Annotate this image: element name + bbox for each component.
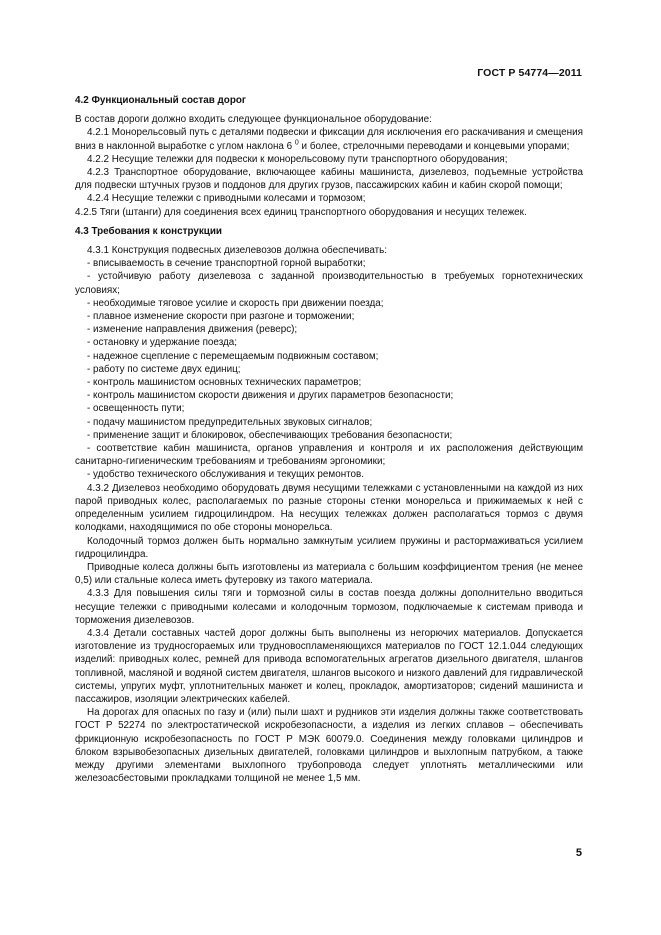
list-item: - устойчивую работу дизелевоза с заданной производительностью в требуемых горнотехнических условиях; [75, 271, 583, 296]
list-item: - освещенность пути; [87, 403, 185, 415]
document-id: ГОСТ Р 54774—2011 [477, 67, 582, 79]
paragraph-text: В состав дороги должно входить следующее функциональное оборудование: [75, 114, 432, 126]
list-item: - остановку и удержание поезда; [87, 337, 238, 349]
paragraph-4-3-3: 4.3.3 Для повышения силы тяги и тормозной силы в состав поезда должны дополнительно вводиться несущие тележки с приводными колесами и колодочным тормозом, подключаемые к системам привода и торможения дизелевозов. [75, 588, 583, 626]
list-item: - надежное сцепление с перемещаемым подвижным составом; [87, 350, 379, 362]
paragraph-4-2-1 [75, 126, 583, 152]
section-heading-4-2: 4.2 Функциональный состав дорог [75, 95, 246, 106]
paragraph-wheels: Приводные колеса должны быть изготовлены из материала с большим коэффициентом трения (не менее 0,5) или стальные колеса иметь футеровку из такого материала. [75, 561, 583, 587]
paragraph-4-3-2: 4.3.2 Дизелевоз необходимо оборудовать двумя несущими тележками с установленными на каждой из них парой приводных колес, располагаемых по разные стороны стенки монорельса и прижимаемых к ней с определенным усилием гидроцилиндром. На несущих тележках должен располагаться тормоз с двумя колодками, находящимися по обе стороны монорельса. [75, 482, 583, 534]
paragraph-text: и более, стрелочными переводами и концевыми упорами; [298, 140, 570, 152]
list-item: - работу по системе двух единиц; [87, 363, 241, 375]
paragraph-4-2-3: 4.2.3 Транспортное оборудование, включающее кабины машиниста, дизелевоз, подъемные устройства для подвески штучных грузов и поддонов для других грузов, пассажирских кабин и кабин скорой помощи; [75, 167, 583, 192]
list-item: - контроль машинистом скорости движения и других параметров безопасности; [87, 390, 454, 402]
degree-superscript: 0 [294, 139, 299, 147]
requirements-list [75, 257, 583, 481]
paragraph-4-3-1: 4.3.1 Конструкция подвесных дизелевозов должна обеспечивать: [87, 245, 388, 257]
paragraph-hazard: На дорогах для опасных по газу и (или) пыли шахт и рудников эти изделия должны также соответствовать ГОСТ Р 52274 по электростатической искробезопасности, а изделия из легких сплавов – обеспечивать фрикционную искробезопасность по ГОСТ Р МЭК 60079.0. Соединения между головками цилиндров и блоком взрывобезопасных дизельных двигателей, головками цилиндров и выхлопным патрубком, а также между другими элементами выхлопного трубопровода следует уплотнять металлическими или железоасбестовыми прокладками толщиной не менее 1,5 мм. [75, 707, 583, 785]
paragraph-4-2-2: 4.2.2 Несущие тележки для подвески к монорельсовому пути транспортного оборудования; [87, 153, 508, 165]
section-heading-4-3: 4.3 Требования к конструкции [75, 225, 222, 237]
list-item: - изменение направления движения (реверс); [87, 324, 298, 336]
paragraph-4-2-4: 4.2.4 Несущие тележки с приводными колесами и тормозом; [87, 193, 366, 205]
paragraph-brake: Колодочный тормоз должен быть нормально замкнутым усилием пружины и растормаживаться усилием гидроцилиндра. [75, 535, 583, 560]
list-item: - подачу машинистом предупредительных звуковых сигналов; [87, 416, 373, 428]
list-item: - необходимые тяговое усилие и скорость при движении поезда; [87, 297, 384, 309]
page-number: 5 [575, 847, 582, 859]
list-item: - соответствие кабин машиниста, органов управления и контроля и их расположения действующим санитарно-гигиеническим требованиям и требованиям эргономики; [75, 443, 583, 468]
paragraph-text: 4.2.1 Монорельсовый путь с деталями подвески и фиксации для исключения его раскачивания и смещения вниз в наклонной выработке с углом наклона 6 [75, 127, 583, 152]
list-item: - контроль машинистом основных технических параметров; [87, 377, 362, 389]
list-item: - удобство технического обслуживания и текущих ремонтов. [87, 469, 365, 481]
paragraph [75, 113, 583, 126]
paragraph-4-3-4: 4.3.4 Детали составных частей дорог должны быть выполнены из негорючих материалов. Допускается изготовление из трудносгораемых или трудновоспламеняющихся материалов по ГОСТ 12.1.044 следующих изделий: приводных колес, ремней для привода вспомогательных агрегатов дизельного двигателя, шлангов топливной, масляной и водяной систем двигателя, шлангов высокого и низкого давлений для гидравлической системы, упругих муфт, уплотнительных манжет и колец, прокладок, амортизаторов; сидений машиниста и пассажиров, изоляции электрических кабелей. [75, 627, 583, 705]
list-item: - применение защит и блокировок, обеспечивающих требования безопасности; [87, 429, 453, 441]
paragraph-4-2-5: 4.2.5 Тяги (штанги) для соединения всех единиц транспортного оборудования и несущих тележек. [75, 206, 527, 218]
list-item: - вписываемость в сечение транспортной горной выработки; [87, 258, 366, 270]
list-item: - плавное изменение скорости при разгоне и торможении; [87, 311, 355, 323]
document-body [75, 94, 583, 785]
